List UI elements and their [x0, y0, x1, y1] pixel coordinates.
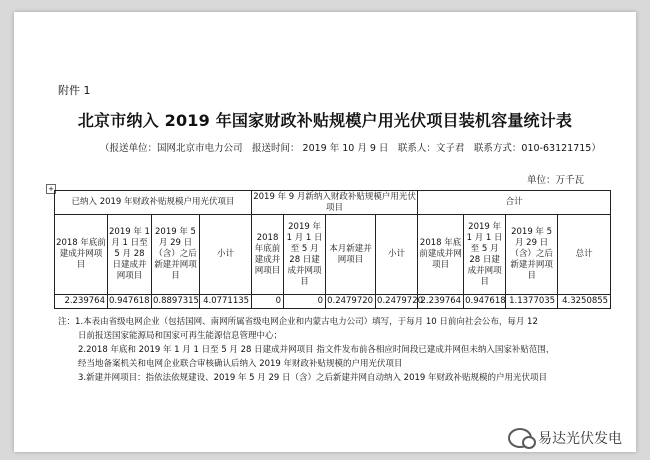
- note-line: 2.2018 年底和 2019 年 1 月 1 日至 5 月 28 日建成并网项目 指文件发布前各相应时间段已建成并网但未纳入国家补贴范围，: [78, 345, 555, 355]
- table-cell: 4.3250855: [558, 295, 611, 309]
- group-header-new: 2019 年 9 月新纳入财政补贴规模户用光伏项目: [253, 191, 416, 213]
- report-info-line: （报送单位：国网北京市电力公司 报送时间： 2019 年 10 月 9 日 联系人：文子君 联系方式：010-63121715）: [100, 143, 601, 154]
- notes-section: [58, 315, 598, 385]
- attachment-label: 附件 1: [58, 84, 91, 97]
- table-anchor-icon[interactable]: +: [46, 184, 56, 194]
- table-cell: 0.8897315: [152, 295, 200, 309]
- watermark-text: 易达光伏发电: [538, 431, 622, 447]
- table-cell: 0.2479720: [376, 295, 418, 309]
- table-row: [55, 295, 611, 309]
- note-line: 注：1.本表由省级电网企业（包括国网、南网所属省级电网企业和内蒙古电力公司）填写，于每月 10 日前向社会公布，每月 12: [58, 317, 538, 327]
- group-header-total: 合计: [418, 191, 611, 215]
- table-cell: 0: [252, 295, 284, 309]
- document-page: [14, 12, 636, 452]
- table-cell: 2.239764: [55, 295, 108, 309]
- table-cell: 0: [284, 295, 326, 309]
- column-header: 2019 年 1 月 1 日至 5 月 28 日建成并网项目: [284, 215, 326, 295]
- table-cell: 0.947618: [464, 295, 506, 309]
- column-header: 小计: [376, 215, 418, 295]
- table-cell: 0.947618: [108, 295, 152, 309]
- table-cell: 4.0771135: [200, 295, 252, 309]
- column-header: 2018 年底前建成并网项目: [418, 215, 464, 295]
- column-header: 总计: [558, 215, 611, 295]
- column-header: 小计: [200, 215, 252, 295]
- note-line: 经当地备案机关和电网企业联合审核确认后纳入 2019 年财政补贴规模的户用光伏项目: [78, 359, 403, 369]
- document-title: 北京市纳入 2019 年国家财政补贴规模户用光伏项目装机容量统计表: [77, 111, 573, 130]
- table-cell: 0.2479720: [326, 295, 376, 309]
- wechat-icon: [508, 428, 532, 448]
- table-cell: 2.239764: [418, 295, 464, 309]
- column-header: 2018 年底前建成并网项目: [55, 215, 108, 295]
- table-header-row: [55, 215, 611, 295]
- table-group-row: [55, 191, 611, 215]
- column-header: 2019 年 1 月 1 日至 5 月 28 日建成并网项目: [108, 215, 152, 295]
- column-header: 2019 年 5 月 29 日（含）之后新建并网项目: [152, 215, 200, 295]
- note-line: 日前报送国家能源局和国家可再生能源信息管理中心；: [78, 331, 283, 341]
- watermark: [502, 426, 628, 450]
- column-header: 本月新建并网项目: [326, 215, 376, 295]
- table-cell: 1.1377035: [506, 295, 558, 309]
- column-header: 2018 年底前建成并网项目: [252, 215, 284, 295]
- note-line: 3.新建并网项目：指依法依规建设、2019 年 5 月 29 日（含）之后新建并网自动纳入 2019 年财政补贴规模的户用光伏项目: [78, 373, 548, 383]
- unit-label: 单位：万千瓦: [526, 175, 584, 186]
- group-header-included: 已纳入 2019 年财政补贴规模户用光伏项目: [55, 191, 252, 215]
- column-header: 2019 年 1 月 1 日至 5 月 28 日建成并网项目: [464, 215, 506, 295]
- column-header: 2019 年 5 月 29 日（含）之后新建并网项目: [506, 215, 558, 295]
- capacity-table: [54, 190, 611, 309]
